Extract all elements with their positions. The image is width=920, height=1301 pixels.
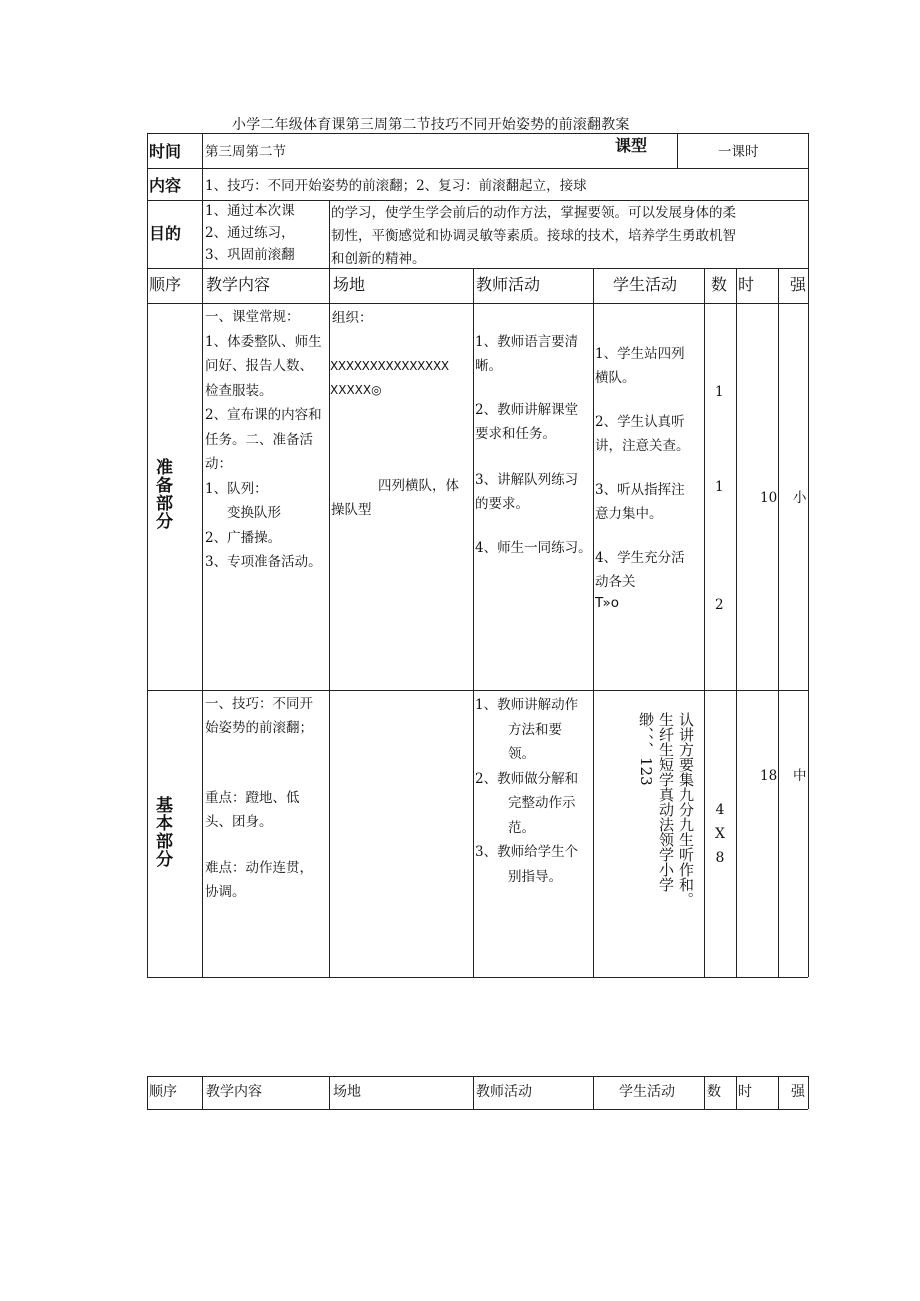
goal-label: 目的	[149, 224, 182, 243]
footer-col-count: 数	[707, 1084, 721, 1100]
prep-content-line: 1、队列：	[205, 480, 268, 497]
basic-teacher-line: 3、教师给学生个	[475, 844, 579, 860]
time-label: 时间	[149, 142, 182, 161]
time-value: 第三周第二节	[205, 144, 286, 160]
field-x-row1: XXXXXXXXXXXXXXX	[330, 359, 449, 373]
prep-student-line: 横队。	[595, 370, 636, 386]
prep-content-line: 2、广播操。	[205, 529, 282, 546]
basic-count	[714, 798, 726, 870]
field-label: 组织：	[332, 310, 373, 326]
basic-intensity: 中	[793, 768, 807, 784]
basic-content-line: 协调。	[205, 884, 246, 900]
prep-time: 10	[760, 490, 778, 506]
type-label: 课型	[615, 136, 648, 155]
prep-content	[205, 305, 322, 575]
basic-count-line: 4	[715, 802, 725, 818]
col-intensity: 强	[790, 275, 807, 294]
prep-teacher	[475, 330, 592, 560]
basic-student-col: 生纤生短学真动法领学小学	[657, 712, 675, 892]
basic-student-col: 认讲方要集九分九生听作和。	[677, 712, 695, 907]
prep-student-line: 2、学生认真听	[595, 414, 685, 430]
field-x-row2: XXXXX◎	[330, 383, 382, 397]
col-content: 教学内容	[206, 275, 271, 294]
basic-teacher-line: 方法和要	[508, 721, 562, 738]
page-title: 小学二年级体育课第三周第二节技巧不同开始姿势的前滚翻教案	[232, 117, 630, 133]
prep-content-line: 一、课堂常规：	[205, 309, 300, 325]
prep-teacher-line: 2、教师讲解课堂	[475, 402, 579, 418]
col-count: 数	[711, 275, 728, 294]
goal-right	[331, 202, 736, 271]
prep-student-line: 讲，注意关查。	[595, 438, 690, 454]
prep-teacher-line: 4、师生一同练习。	[475, 540, 592, 556]
basic-content-line: 重点：蹬地、低	[205, 790, 300, 806]
basic-teacher-line: 范。	[508, 819, 535, 836]
basic-student-col: 缈、、、123	[637, 712, 655, 786]
prep-content-line: 变换队形	[227, 505, 281, 521]
prep-count-1: 1	[715, 384, 724, 400]
prep-teacher-line: 晰。	[475, 358, 502, 374]
col-student: 学生活动	[613, 275, 678, 294]
col-field: 场地	[333, 275, 366, 294]
basic-teacher-line: 完整动作示	[508, 795, 576, 811]
goal-left-line: 1、通过本次课	[205, 203, 295, 219]
prep-teacher-line: 的要求。	[475, 496, 529, 512]
basic-teacher	[475, 693, 578, 889]
prep-teacher-line: 3、讲解队列练习	[475, 472, 579, 488]
prep-content-line: 2、宣布课的内容和	[205, 407, 322, 423]
footer-col-teacher: 教师活动	[476, 1084, 532, 1100]
content-value: 1、技巧：不同开始姿势的前滚翻；2、复习：前滚翻起立，接球	[205, 178, 587, 194]
basic-student	[636, 712, 696, 962]
prep-content-line: 3、专项准备活动。	[205, 554, 322, 570]
basic-section-label: 基本部分	[152, 796, 172, 868]
prep-student-line: 1、学生站四列	[595, 346, 685, 362]
prep-content-line: 任务。二、准备活	[205, 431, 313, 448]
goal-left-line: 3、巩固前滚翻	[205, 247, 295, 263]
prep-intensity: 小	[793, 490, 807, 506]
basic-content-line: 始姿势的前滚翻；	[205, 720, 313, 736]
basic-content-line: 头、团身。	[205, 814, 273, 830]
prep-count-2: 1	[715, 479, 724, 495]
footer-col-intensity: 强	[791, 1084, 805, 1100]
prep-student-line: 4、学生充分活	[595, 550, 685, 566]
prep-content-line: 1、体委整队、师生	[205, 333, 322, 350]
prep-teacher-line: 要求和任务。	[475, 426, 556, 442]
basic-time: 18	[760, 768, 778, 784]
prep-student-line: 3、听从指挥注	[595, 482, 685, 498]
prep-content-line: 问好、报告人数、	[205, 358, 313, 374]
basic-content-line: 难点：动作连贯，	[205, 860, 313, 876]
col-teacher: 教师活动	[476, 275, 541, 294]
footer-col-content: 教学内容	[206, 1084, 262, 1100]
basic-count-line: X	[715, 826, 725, 842]
prep-count-3: 2	[715, 597, 724, 613]
prep-teacher-line: 1、教师语言要清	[475, 334, 579, 350]
col-time: 时	[738, 275, 755, 294]
prep-student-line: 意力集中。	[595, 506, 663, 522]
prep-student-line: 动各关	[595, 574, 636, 590]
type-value: 一课时	[718, 144, 759, 160]
footer-col-order: 顺序	[149, 1084, 177, 1100]
prep-student-line: T»o	[595, 595, 620, 611]
goal-right-line: 的学习，使学生学会前后的动作方法，掌握要领。可以发展身体的柔	[331, 205, 736, 221]
basic-content	[205, 692, 313, 904]
goal-left-line: 2、通过练习，	[205, 225, 295, 241]
footer-col-time: 时	[738, 1084, 752, 1100]
goal-left	[205, 200, 295, 266]
goal-right-line: 韧性，平衡感觉和协调灵敏等素质。接球的技术，培养学生勇敢机智	[331, 228, 736, 244]
basic-teacher-line: 别指导。	[508, 868, 562, 885]
field-desc-1: 四列横队，体	[378, 478, 459, 494]
content-label: 内容	[149, 176, 182, 195]
footer-col-field: 场地	[333, 1084, 361, 1100]
goal-right-line: 和创新的精神。	[331, 251, 426, 267]
col-order: 顺序	[149, 275, 182, 294]
field-desc-2: 操队型	[331, 502, 372, 518]
footer-col-student: 学生活动	[619, 1084, 675, 1100]
basic-teacher-line: 1、教师讲解动作	[475, 697, 579, 713]
basic-content-line: 一、技巧：不同开	[205, 696, 313, 712]
prep-content-line: 检查服装。	[205, 382, 273, 399]
prep-content-line: 动：	[205, 456, 232, 472]
prep-student	[595, 342, 690, 612]
prep-section-label: 准备部分	[152, 458, 172, 530]
basic-teacher-line: 2、教师做分解和	[475, 770, 579, 787]
basic-count-line: 8	[715, 850, 725, 866]
basic-teacher-line: 领。	[508, 746, 535, 762]
